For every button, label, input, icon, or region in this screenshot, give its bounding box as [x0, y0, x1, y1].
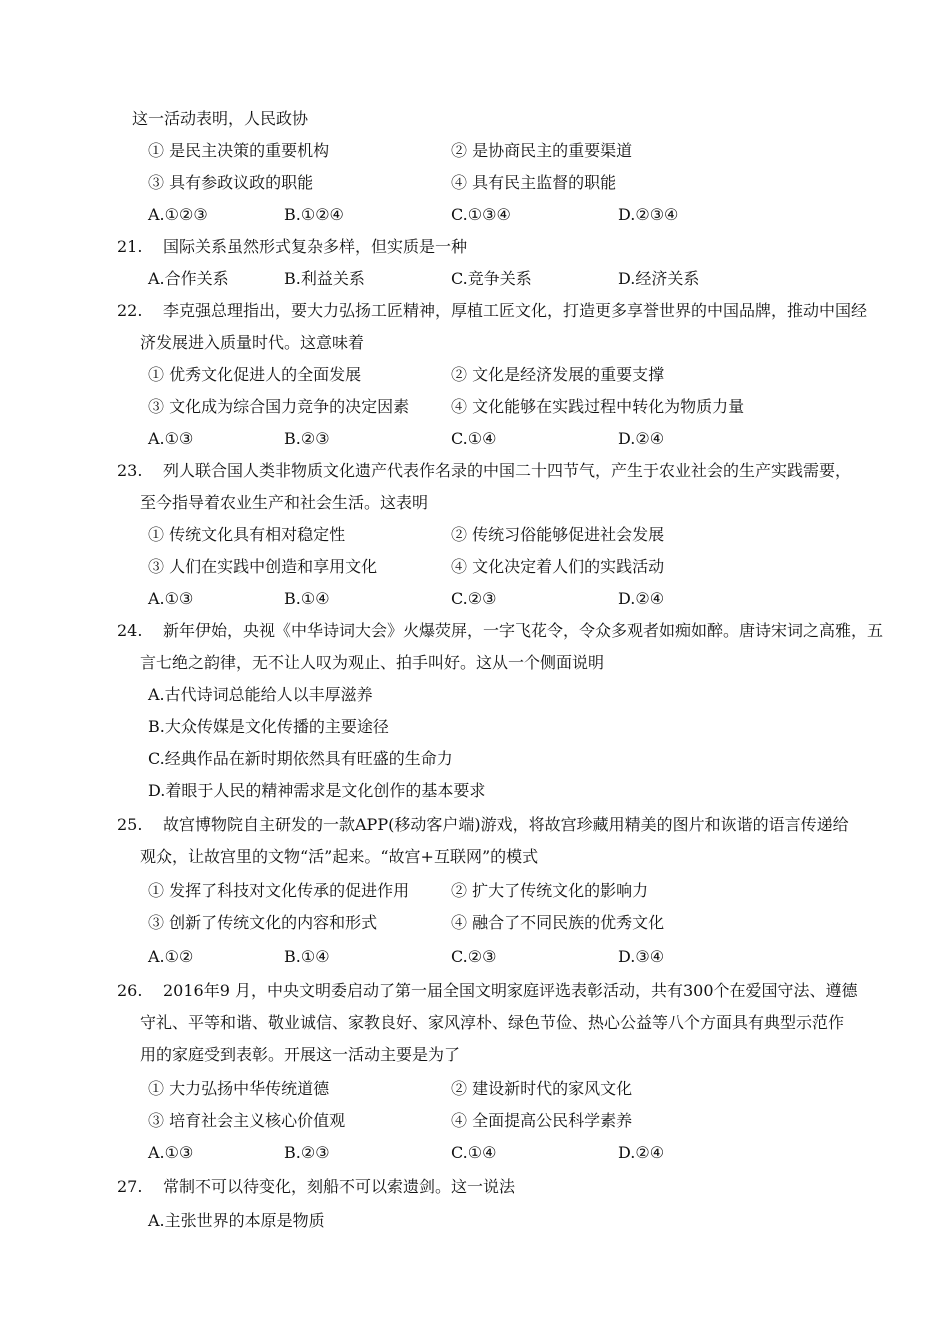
- option-1: ① 优秀文化促进人的全面发展: [148, 365, 362, 384]
- question-26-stem-cont: [0, 1040, 950, 1070]
- choice-c: C.①④: [451, 1143, 497, 1162]
- question-number: 27.: [117, 1177, 143, 1196]
- choice-line: [0, 776, 950, 806]
- question-text: 列人联合国人类非物质文化遗产代表作名录的中国二十四节气，产生于农业社会的生产实践需要，: [163, 461, 852, 480]
- option-1: ① 是民主决策的重要机构: [148, 141, 330, 160]
- question-27-stem: [0, 1172, 950, 1202]
- choice-a: A.古代诗词总能给人以丰厚滋养: [148, 685, 373, 704]
- option-3: ③ 具有参政议政的职能: [148, 173, 314, 192]
- question-text: 言七绝之韵律，无不让人叹为观止、拍手叫好。这从一个侧面说明: [140, 653, 605, 672]
- question-23-stem-cont: [0, 488, 950, 518]
- question-22-stem: [0, 296, 950, 326]
- question-22-stem-cont: [0, 328, 950, 358]
- option-2: ② 是协商民主的重要渠道: [451, 141, 633, 160]
- choice-line: [0, 712, 950, 742]
- choice-b: B.利益关系: [284, 269, 365, 288]
- question-number: 22.: [117, 301, 143, 320]
- question-23-stem: [0, 456, 950, 486]
- choice-c: C.①④: [451, 429, 497, 448]
- choice-c: C.②③: [451, 947, 497, 966]
- question-stem-continued: [0, 104, 950, 134]
- option-4: ④ 文化决定着人们的实践活动: [451, 557, 665, 576]
- option-row: [0, 168, 950, 198]
- option-row: [0, 392, 950, 422]
- option-2: ② 建设新时代的家风文化: [451, 1079, 633, 1098]
- option-row: [0, 1106, 950, 1136]
- choice-row: [0, 264, 950, 294]
- choice-a: A.①②: [148, 947, 194, 966]
- choice-a: A.合作关系: [148, 269, 229, 288]
- question-25-stem-cont: [0, 842, 950, 872]
- choice-d: D.②④: [618, 589, 665, 608]
- question-text: 2016年9 月，中央文明委启动了第一届全国文明家庭评选表彰活动，共有300个在爱国守法、遵德: [163, 981, 858, 1000]
- choice-c: C.经典作品在新时期依然具有旺盛的生命力: [148, 749, 453, 768]
- question-text: 李克强总理指出，要大力弘扬工匠精神，厚植工匠文化，打造更多享誉世界的中国品牌，推动中国经: [163, 301, 868, 320]
- choice-b: B.②③: [284, 1143, 330, 1162]
- choice-b: B.①④: [284, 947, 330, 966]
- choice-d: D.②④: [618, 1143, 665, 1162]
- option-row: [0, 1074, 950, 1104]
- choice-a: A.①③: [148, 429, 194, 448]
- option-row: [0, 908, 950, 938]
- option-4: ④ 文化能够在实践过程中转化为物质力量: [451, 397, 745, 416]
- option-row: [0, 360, 950, 390]
- question-text: 至今指导着农业生产和社会生活。这表明: [140, 493, 429, 512]
- option-1: ① 传统文化具有相对稳定性: [148, 525, 346, 544]
- choice-a: A.①③: [148, 589, 194, 608]
- choice-c: C.①③④: [451, 205, 511, 224]
- question-text: 新年伊始，央视《中华诗词大会》火爆荧屏，一字飞花令，令众多观者如痴如醉。唐诗宋词之高雅，五: [163, 621, 884, 640]
- option-2: ② 文化是经济发展的重要支撑: [451, 365, 665, 384]
- choice-d: D.②④: [618, 429, 665, 448]
- option-1: ① 发挥了科技对文化传承的促进作用: [148, 881, 410, 900]
- option-3: ③ 文化成为综合国力竞争的决定因素: [148, 397, 410, 416]
- question-text: 故宫博物院自主研发的一款APP(移动客户端)游戏，将故宫珍藏用精美的图片和诙谐的语言传递给: [163, 815, 849, 834]
- option-row: [0, 520, 950, 550]
- option-row: [0, 552, 950, 582]
- choice-b: B.②③: [284, 429, 330, 448]
- option-3: ③ 人们在实践中创造和享用文化: [148, 557, 378, 576]
- choice-d: D.经济关系: [618, 269, 700, 288]
- question-24-stem: [0, 616, 950, 646]
- question-text: 常制不可以待变化，刻船不可以索遗剑。这一说法: [163, 1177, 516, 1196]
- question-number: 24.: [117, 621, 143, 640]
- choice-row: [0, 584, 950, 614]
- question-text: 守礼、平等和谐、敬业诚信、家教良好、家风淳朴、绿色节俭、热心公益等八个方面具有典型示范作: [140, 1013, 845, 1032]
- option-row: [0, 136, 950, 166]
- question-21-stem: [0, 232, 950, 262]
- choice-d: D.②③④: [618, 205, 679, 224]
- choice-row: [0, 424, 950, 454]
- question-24-stem-cont: [0, 648, 950, 678]
- question-number: 23.: [117, 461, 143, 480]
- choice-line: [0, 744, 950, 774]
- question-text: 济发展进入质量时代。这意味着: [140, 333, 365, 352]
- option-2: ② 扩大了传统文化的影响力: [451, 881, 649, 900]
- question-26-stem: [0, 976, 950, 1006]
- choice-b: B.①②④: [284, 205, 344, 224]
- question-26-stem-cont: [0, 1008, 950, 1038]
- choice-line: [0, 680, 950, 710]
- lead-text: 这一活动表明，人民政协: [132, 109, 309, 128]
- choice-a: A.主张世界的本原是物质: [148, 1211, 325, 1230]
- choice-a: A.①③: [148, 1143, 194, 1162]
- choice-c: C.②③: [451, 589, 497, 608]
- option-4: ④ 融合了不同民族的优秀文化: [451, 913, 665, 932]
- option-1: ① 大力弘扬中华传统道德: [148, 1079, 330, 1098]
- choice-row: [0, 942, 950, 972]
- choice-b: B.大众传媒是文化传播的主要途径: [148, 717, 389, 736]
- choice-row: [0, 200, 950, 230]
- option-3: ③ 创新了传统文化的内容和形式: [148, 913, 378, 932]
- question-25-stem: [0, 810, 950, 840]
- option-3: ③ 培育社会主义核心价值观: [148, 1111, 346, 1130]
- question-text: 观众，让故宫里的文物“活”起来。“故宫+互联网”的模式: [140, 847, 539, 866]
- choice-c: C.竞争关系: [451, 269, 532, 288]
- question-text: 国际关系虽然形式复杂多样，但实质是一种: [163, 237, 468, 256]
- question-number: 21.: [117, 237, 143, 256]
- choice-row: [0, 1138, 950, 1168]
- question-number: 26.: [117, 981, 143, 1000]
- question-number: 25.: [117, 815, 143, 834]
- option-row: [0, 876, 950, 906]
- choice-a: A.①②③: [148, 205, 208, 224]
- choice-b: B.①④: [284, 589, 330, 608]
- option-4: ④ 具有民主监督的职能: [451, 173, 617, 192]
- choice-d: D.着眼于人民的精神需求是文化创作的基本要求: [148, 781, 486, 800]
- option-4: ④ 全面提高公民科学素养: [451, 1111, 633, 1130]
- question-text: 用的家庭受到表彰。开展这一活动主要是为了: [140, 1045, 461, 1064]
- choice-line: [0, 1206, 950, 1236]
- option-2: ② 传统习俗能够促进社会发展: [451, 525, 665, 544]
- choice-d: D.③④: [618, 947, 665, 966]
